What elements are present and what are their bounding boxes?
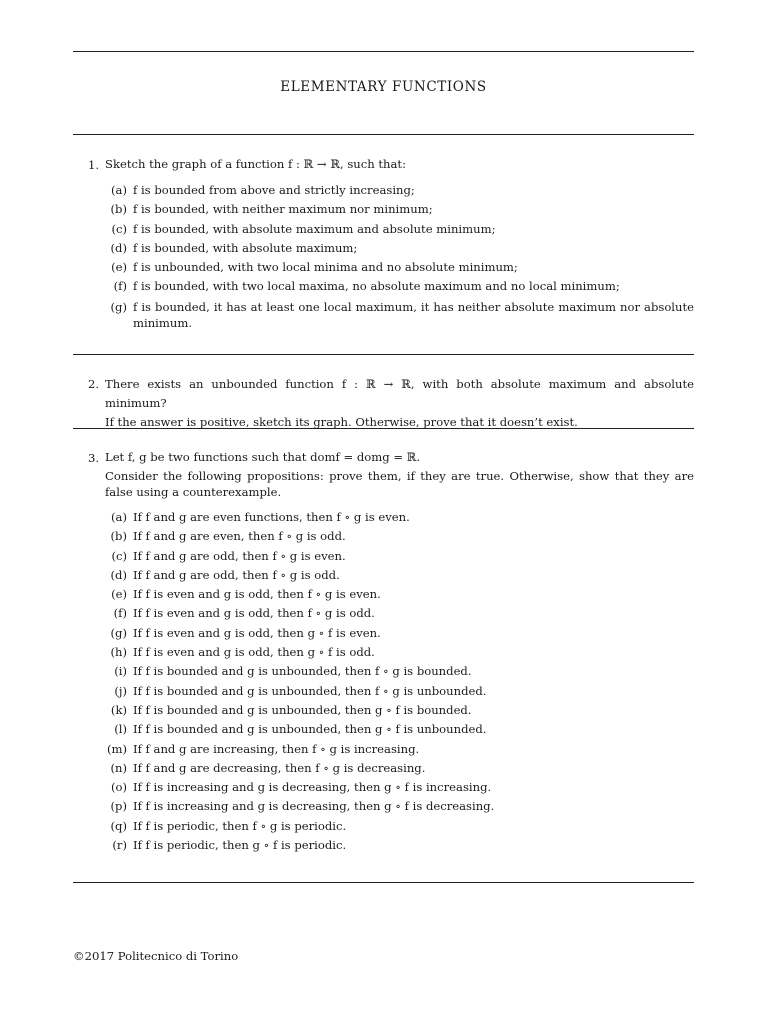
item-label: (f) bbox=[113, 606, 127, 621]
item-text: If f is even and g is odd, then g ∘ f is even. bbox=[133, 625, 381, 640]
list-item bbox=[105, 836, 694, 855]
item-label: (i) bbox=[114, 664, 127, 679]
item-text: f is bounded, with absolute maximum; bbox=[133, 240, 358, 255]
item-label: (e) bbox=[111, 587, 127, 602]
list-item bbox=[105, 662, 694, 681]
problem-number: 1. bbox=[88, 158, 100, 172]
problem-instruction: Consider the following propositions: prove them, if they are true. Otherwise, show that they are false using a counterexample. bbox=[105, 469, 694, 499]
item-text: f is bounded, with neither maximum nor minimum; bbox=[133, 202, 433, 217]
list-item bbox=[105, 200, 694, 219]
copyright-footer: ©2017 Politecnico di Torino bbox=[73, 949, 239, 963]
list-item bbox=[105, 643, 694, 662]
item-label: (r) bbox=[112, 838, 127, 853]
section-rule bbox=[73, 428, 694, 429]
item-label: (b) bbox=[110, 202, 127, 217]
item-text: If f is increasing and g is decreasing, then g ∘ f is increasing. bbox=[133, 780, 492, 795]
item-label: (o) bbox=[110, 780, 127, 795]
list-item bbox=[105, 585, 694, 604]
problem-statement: Let f, g be two functions such that domf = domg = ℝ. bbox=[105, 450, 421, 464]
item-text: If f is even and g is odd, then f ∘ g is odd. bbox=[133, 606, 375, 621]
list-item bbox=[105, 181, 694, 200]
list-item bbox=[105, 797, 694, 816]
list-item bbox=[105, 547, 694, 566]
item-label: (a) bbox=[111, 510, 127, 524]
page-title: ELEMENTARY FUNCTIONS bbox=[280, 79, 487, 95]
list-item bbox=[105, 817, 694, 836]
item-text: If f and g are odd, then f ∘ g is odd. bbox=[133, 567, 340, 582]
list-item bbox=[105, 277, 694, 296]
item-label: (j) bbox=[114, 683, 127, 698]
problem-number: 3. bbox=[88, 451, 100, 465]
list-item bbox=[105, 682, 694, 701]
item-text: f is unbounded, with two local minima and no absolute minimum; bbox=[133, 260, 518, 275]
item-label: (c) bbox=[111, 221, 127, 236]
list-item bbox=[105, 604, 694, 623]
item-text: If f is periodic, then f ∘ g is periodic. bbox=[133, 818, 347, 833]
problem-statement: There exists an unbounded function f : ℝ → ℝ, with both absolute maximum and absolute minimum? bbox=[105, 377, 694, 410]
list-item bbox=[105, 720, 694, 739]
problem-2 bbox=[88, 375, 694, 432]
problem-1 bbox=[88, 156, 694, 331]
item-label: (g) bbox=[110, 299, 127, 314]
item-text: f is bounded from above and strictly increasing; bbox=[133, 183, 415, 197]
item-text: If f and g are even, then f ∘ g is odd. bbox=[133, 529, 346, 544]
list-item bbox=[105, 220, 694, 239]
sub-item-list bbox=[105, 508, 694, 855]
item-text: If f is bounded and g is unbounded, then g ∘ f is unbounded. bbox=[133, 722, 487, 737]
item-label: (b) bbox=[110, 529, 127, 544]
problem-3 bbox=[88, 449, 694, 855]
item-label: (e) bbox=[111, 260, 127, 275]
problem-instruction: If the answer is positive, sketch its graph. Otherwise, prove that it doesn’t exist. bbox=[105, 415, 578, 429]
item-label: (g) bbox=[110, 625, 127, 640]
list-item bbox=[105, 297, 694, 331]
item-text: If f is bounded and g is unbounded, then f ∘ g is unbounded. bbox=[133, 683, 487, 698]
item-label: (f) bbox=[113, 279, 127, 294]
item-label: (d) bbox=[110, 567, 127, 582]
item-text: f is bounded, with two local maxima, no absolute maximum and no local minimum; bbox=[133, 279, 620, 294]
sub-item-list bbox=[105, 181, 694, 331]
item-label: (m) bbox=[106, 741, 127, 756]
item-text: f is bounded, with absolute maximum and absolute minimum; bbox=[133, 221, 496, 236]
problem-number: 2. bbox=[88, 377, 100, 391]
item-text: If f and g are even functions, then f ∘ g is even. bbox=[133, 510, 410, 524]
item-text: If f is increasing and g is decreasing, then g ∘ f is decreasing. bbox=[133, 799, 495, 814]
item-label: (c) bbox=[111, 548, 127, 563]
item-label: (l) bbox=[114, 722, 127, 737]
item-text: If f is bounded and g is unbounded, then g ∘ f is bounded. bbox=[133, 702, 472, 717]
item-label: (h) bbox=[110, 645, 127, 660]
list-item bbox=[105, 527, 694, 546]
item-text: If f and g are increasing, then f ∘ g is increasing. bbox=[133, 741, 420, 756]
item-text: If f is periodic, then g ∘ f is periodic. bbox=[133, 838, 347, 853]
bottom-rule bbox=[73, 882, 694, 883]
item-label: (k) bbox=[110, 702, 127, 717]
item-text: If f and g are odd, then f ∘ g is even. bbox=[133, 548, 346, 563]
item-text: If f and g are decreasing, then f ∘ g is decreasing. bbox=[133, 760, 426, 775]
item-label: (p) bbox=[110, 799, 127, 814]
item-text: f is bounded, it has at least one local maximum, it has neither absolute maximum nor absolute minimum. bbox=[133, 299, 694, 330]
item-label: (q) bbox=[110, 818, 127, 833]
list-item bbox=[105, 508, 694, 527]
title-rule bbox=[73, 134, 694, 135]
section-rule bbox=[73, 354, 694, 355]
list-item bbox=[105, 239, 694, 258]
list-item bbox=[105, 701, 694, 720]
item-label: (a) bbox=[111, 183, 127, 197]
item-label: (d) bbox=[110, 240, 127, 255]
item-text: If f is even and g is odd, then g ∘ f is odd. bbox=[133, 645, 375, 660]
problem-statement: Sketch the graph of a function f : ℝ → ℝ, such that: bbox=[105, 157, 406, 171]
list-item bbox=[105, 624, 694, 643]
list-item bbox=[105, 778, 694, 797]
list-item bbox=[105, 566, 694, 585]
list-item bbox=[105, 258, 694, 277]
item-text: If f is even and g is odd, then f ∘ g is even. bbox=[133, 587, 381, 602]
item-text: If f is bounded and g is unbounded, then f ∘ g is bounded. bbox=[133, 664, 472, 679]
top-rule bbox=[73, 51, 694, 52]
list-item bbox=[105, 740, 694, 759]
item-label: (n) bbox=[110, 760, 127, 775]
list-item bbox=[105, 759, 694, 778]
